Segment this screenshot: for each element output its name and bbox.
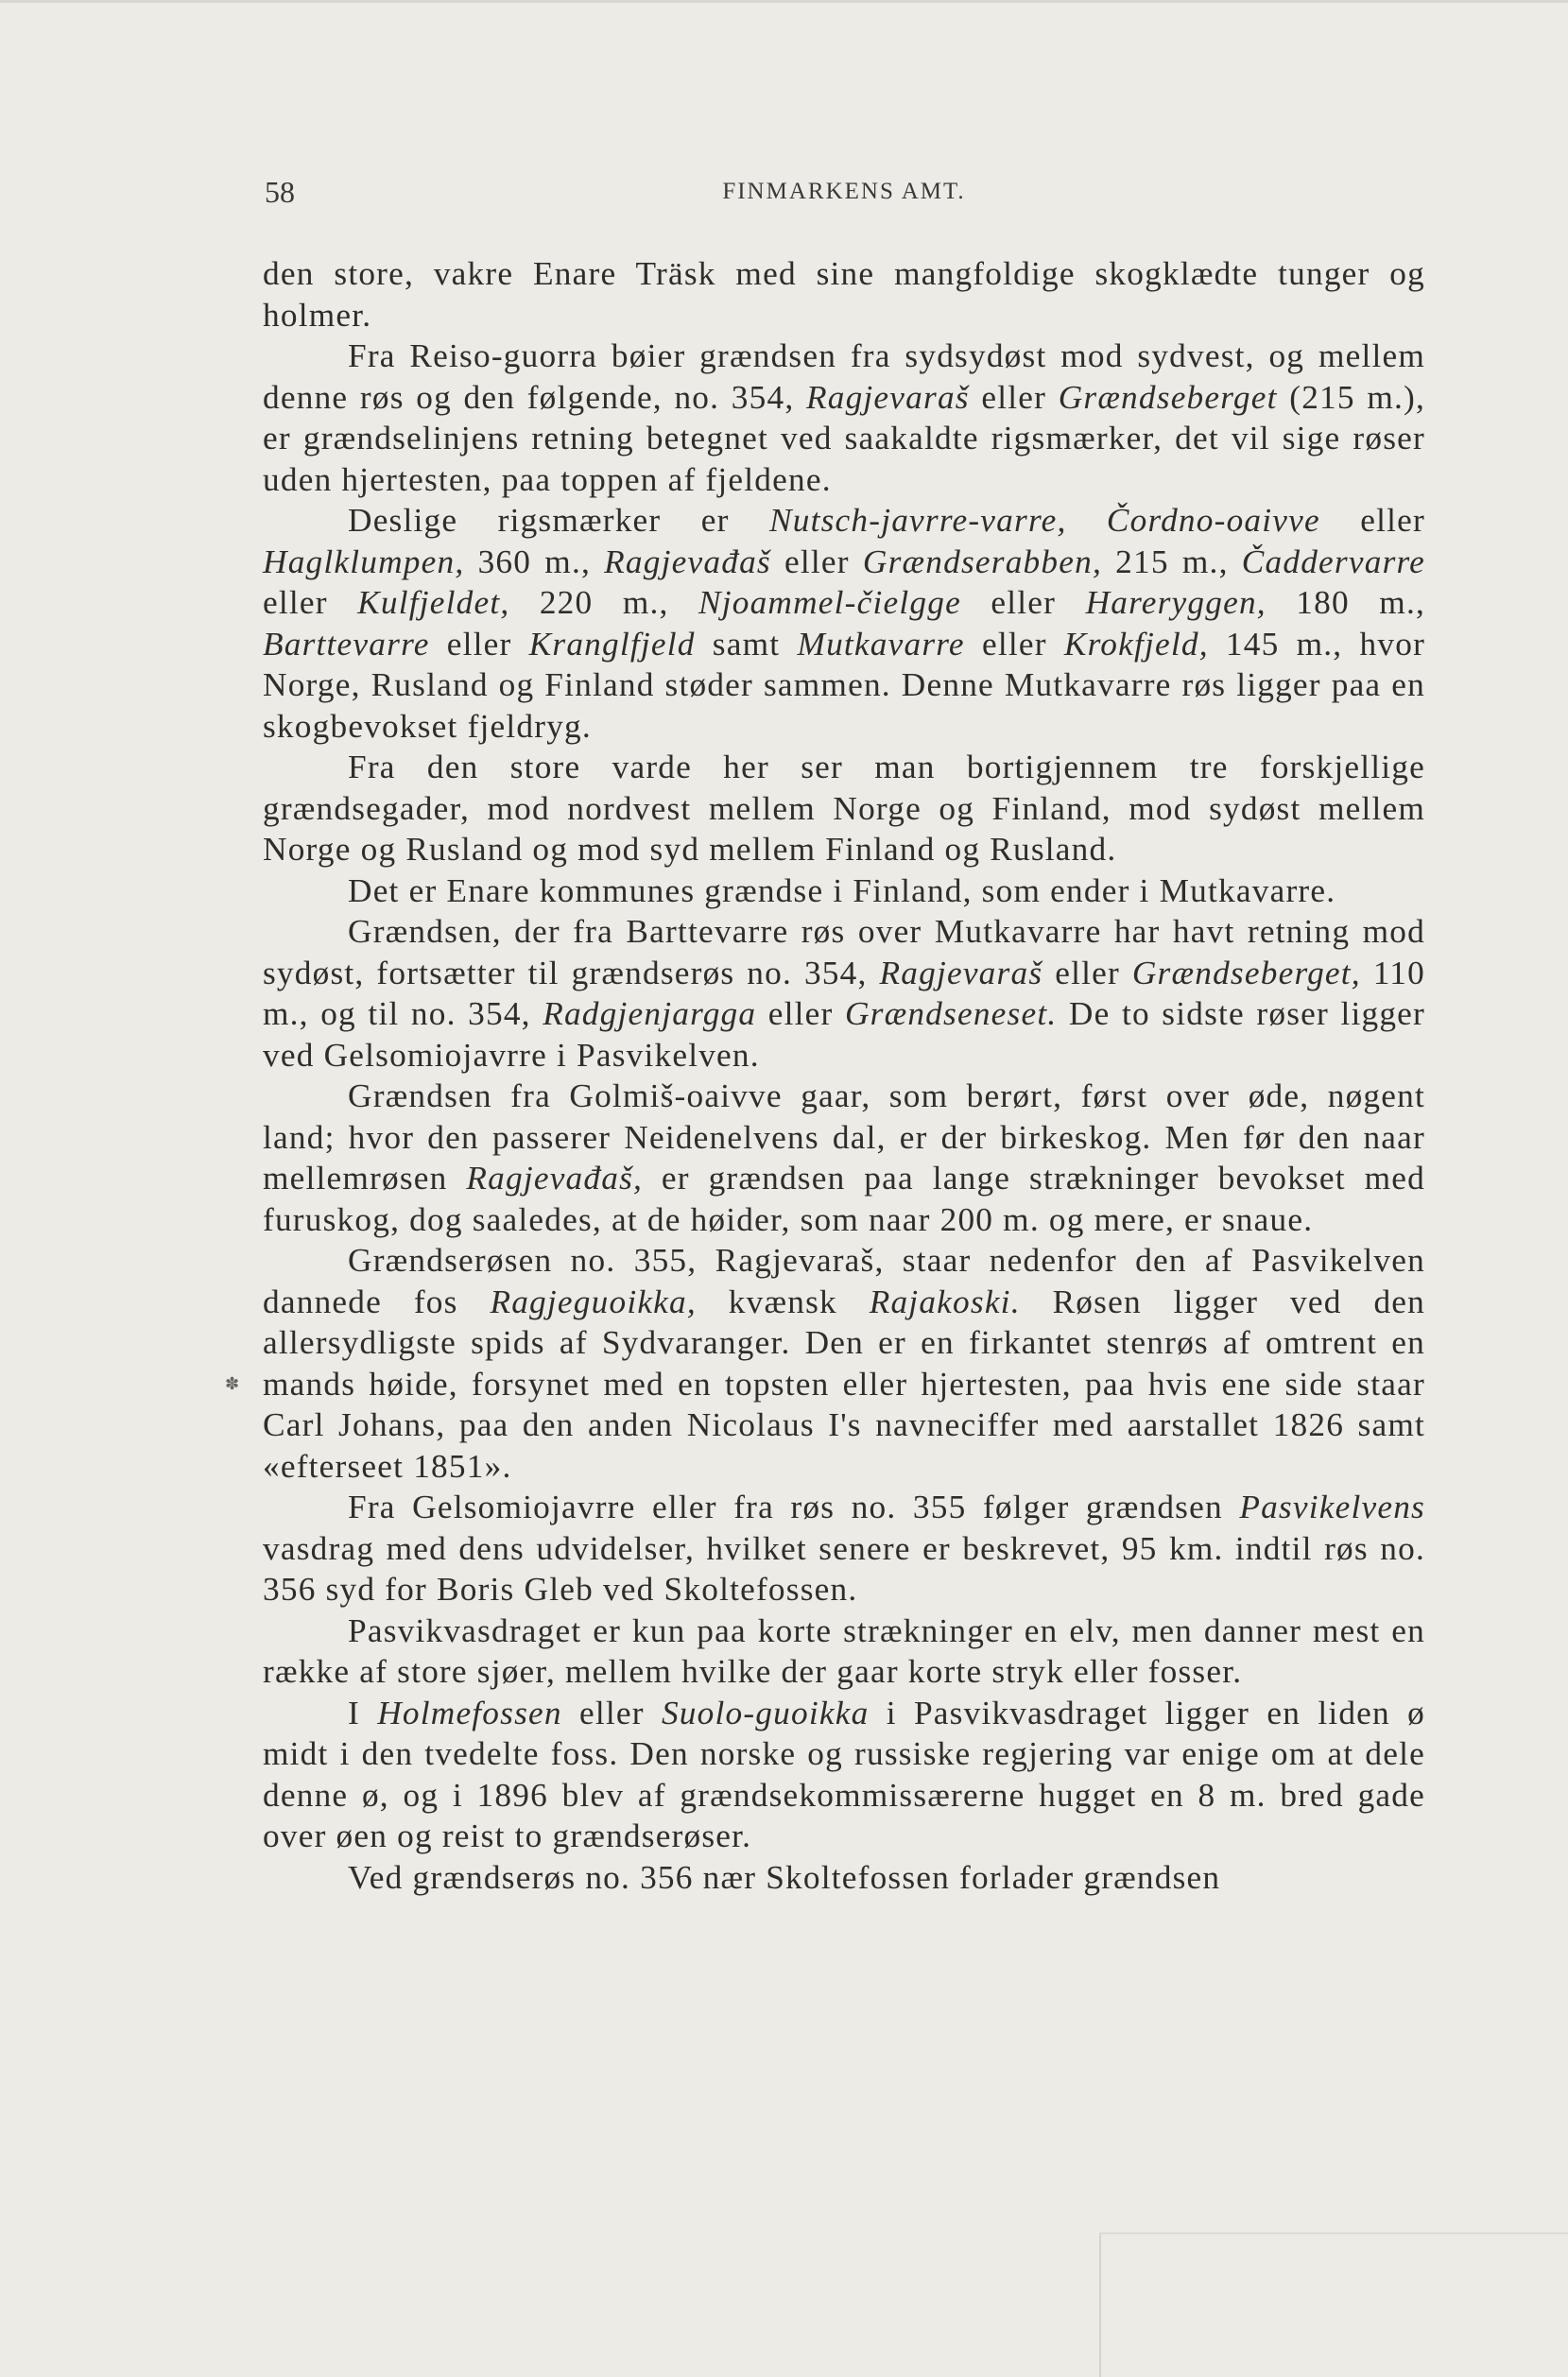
italic-place-name: Grændseneset. [844,995,1058,1032]
text-run: vasdrag med dens udvidelser, hvilket senere er beskrevet, 95 km. indtil røs no. 356 syd for Boris Gleb ved Skoltefossen. [263,1529,1425,1608]
text-run: Ved grændserøs no. 356 nær Skoltefossen forlader grændsen [348,1858,1221,1896]
margin-ink-mark: ✽ [225,1374,240,1394]
text-run: eller [561,1694,662,1731]
body-text [263,253,1425,1898]
italic-place-name: Suolo-guoikka [661,1694,870,1731]
running-head: FINMARKENS AMT. [722,179,966,204]
text-run: 145 m., hvor Norge, Rusland og Finland støder sammen. Denne Mutkavarre røs ligger paa en skogbevokset fjeldryg. [263,625,1426,745]
paragraph [263,1240,1425,1487]
paragraph [263,1857,1425,1899]
text-run: De to sidste røser ligger ved Gelsomiojavrre i Pasvikelven. [263,995,1425,1074]
text-run: 180 m., [1266,584,1425,621]
text-run: 220 m., [509,584,698,621]
paragraph [263,870,1425,912]
text-run: eller [969,378,1059,416]
text-run: eller [756,995,845,1032]
text-run: Grændsen fra Golmiš-oaivve gaar, som berørt, først over øde, nøgent land; hvor den passerer Neidenelvens dal, er der birkeskog. Men før den naar mellemrøsen [263,1077,1425,1197]
italic-place-name: Grændserabben, [862,543,1102,580]
text-run: eller [770,543,863,580]
text-run: Fra den store varde her ser man bortigjennem tre forskjellige grændsegader, mod nordvest mellem Norge og Finland, mod sydøst mellem Norge og Rusland og mod syd mellem Finland og Rusland. [263,749,1425,868]
italic-place-name: Ragjevađaš, [466,1160,644,1197]
text-run: (215 m.), er grændselinjens retning betegnet ved saakaldte rigsmærker, det vil sige røser uden hjertesten, paa toppen af fjeldene. [263,378,1426,498]
paragraph [263,747,1425,870]
italic-place-name: Kulfjeldet, [357,584,510,621]
text-run: I [348,1694,378,1731]
italic-place-name: Rajakoski. [869,1283,1021,1320]
text-run: 110 m., og til no. 354, [263,954,1426,1032]
paragraph [263,1693,1425,1857]
page-top-edge [0,0,1568,3]
italic-place-name: Mutkavarre [797,625,965,663]
italic-place-name: Njoammel-čielgge [698,584,961,621]
text-run: Fra Gelsomiojavrre eller fra røs no. 355 følger grændsen [348,1489,1240,1525]
text-run: Grændsen, der fra Barttevarre røs over Mutkavarre har havt retning mod sydøst, fortsætter til grændserøs no. 354, [263,913,1425,991]
paragraph [263,911,1425,1076]
text-run: eller [964,625,1064,663]
text-run: Pasvikvasdraget er kun paa korte strækninger en elv, men danner mest en række af store sjøer, mellem hvilke der gaar korte stryk eller fosser. [263,1611,1425,1690]
text-run: kvænsk [696,1283,870,1320]
text-run: eller [960,584,1086,621]
text-run: eller [429,625,529,663]
scan-corner-edge-horizontal [1099,2232,1568,2234]
italic-place-name: Radgjenjargga [543,995,757,1032]
paragraph [263,1611,1425,1693]
italic-place-name: Krokfjeld, [1063,625,1209,663]
paragraph [263,1076,1425,1240]
text-run: 360 m., [464,543,605,580]
italic-place-name: Barttevarre [263,625,430,663]
paragraph [263,500,1425,747]
text-run: Grændserøsen no. 355, Ragjevaraš, staar nedenfor den af Pasvikelven dannede fos [263,1242,1425,1320]
page-number: 58 [265,175,295,209]
text-run: er grændsen paa lange strækninger bevokset med furuskog, dog saaledes, at de høider, som naar 200 m. og mere, er snaue. [263,1160,1425,1238]
paragraph [263,1487,1425,1611]
text-run: den store, vakre Enare Träsk med sine mangfoldige skogklædte tunger og holmer. [263,255,1425,334]
italic-place-name: Grændseberget [1058,378,1278,416]
text-run: Fra Reiso-guorra bøier grændsen fra sydsydøst mod sydvest, og mellem denne røs og den følgende, no. 354, [263,337,1425,416]
italic-place-name: Ragjevađaš [604,543,771,580]
text-run: Deslige rigsmærker er [348,502,769,539]
text-run: 215 m., [1102,543,1242,580]
text-run: samt [695,625,798,663]
text-run: eller [263,584,358,621]
italic-place-name: Ragjevaraš [805,378,970,416]
text-run: i Pasvikvasdraget ligger en liden ø midt i den tvedelte foss. Den norske og russiske regjering var enige om at dele denne ø, og i 1896 blev af grændsekommissærerne hugget en 8 m. bred gade over øen og reist to grændserøser. [263,1694,1425,1854]
italic-place-name: Kranglfjeld [528,625,696,663]
paragraph [263,336,1425,500]
page-header [263,175,1425,213]
paragraph [263,253,1425,336]
italic-place-name: Grændseberget, [1131,954,1361,991]
text-run: Det er Enare kommunes grændse i Finland, som ender i Mutkavarre. [348,871,1336,909]
italic-place-name: Hareryggen, [1085,584,1266,621]
text-run: eller [1319,502,1425,539]
italic-place-name: Ragjevaraš [879,954,1043,991]
text-run: Røsen ligger ved den allersydligste spids af Sydvaranger. Den er en firkantet stenrøs af omtrent en mands høide, forsynet med en topsten eller hjertesten, paa hvis ene side staar Carl Johans, paa den anden Nicolaus I's navneciffer med aarstallet 1826 samt «efterseet 1851». [263,1283,1426,1485]
italic-place-name: Haglklumpen, [263,543,465,580]
scan-corner-edge-vertical [1099,2232,1101,2377]
text-run: eller [1042,954,1132,991]
italic-place-name: Holmefossen [377,1694,562,1731]
italic-place-name: Nutsch-javrre-varre, Čordno-oaivve [769,502,1320,539]
italic-place-name: Ragjeguoikka, [490,1283,697,1320]
italic-place-name: Čaddervarre [1241,543,1425,580]
italic-place-name: Pasvikelvens [1239,1489,1425,1525]
